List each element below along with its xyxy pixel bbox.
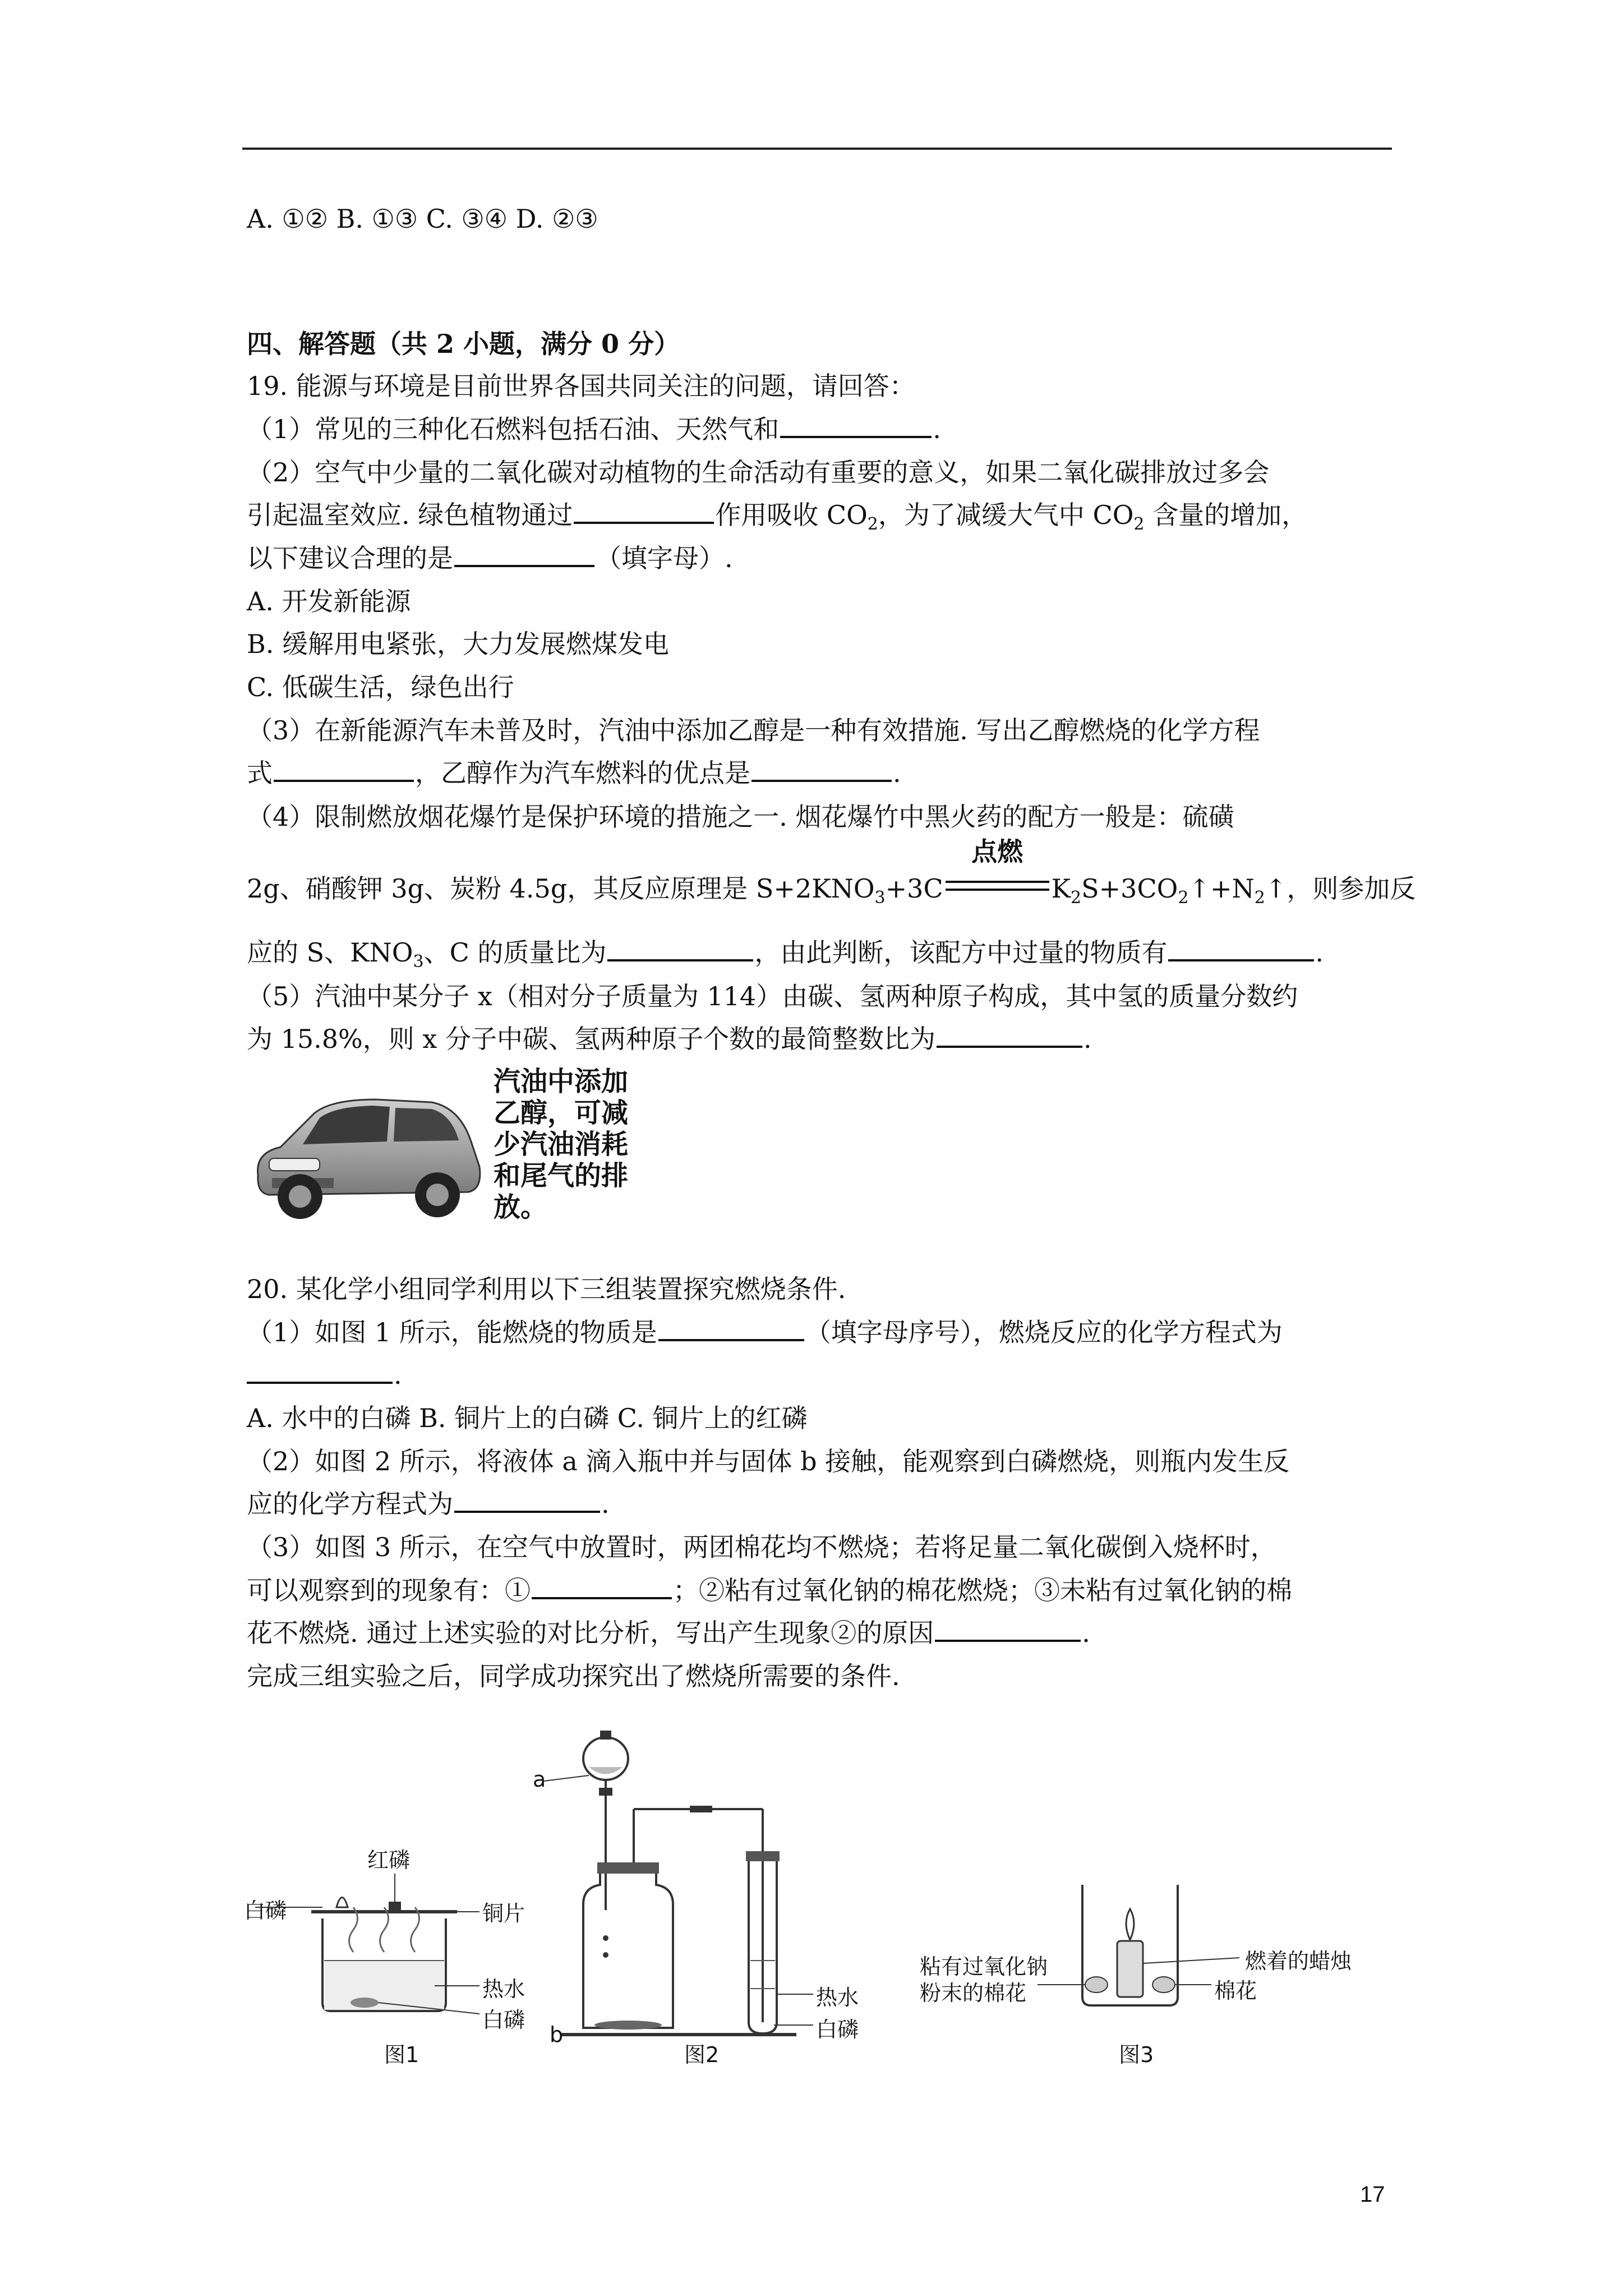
q20-stem: 20. 某化学小组同学利用以下三组装置探究燃烧条件.	[247, 1274, 846, 1304]
answer-blank[interactable]	[937, 1019, 1082, 1048]
header-rule	[242, 148, 1392, 150]
answer-blank[interactable]	[607, 932, 753, 961]
q20-part1-line2: .	[247, 1354, 402, 1396]
answer-blank[interactable]	[247, 1355, 393, 1384]
q19-part5-line2: 为 15.8%，则 x 分子中碳、氢两种原子个数的最简整数比为 .	[247, 1018, 1092, 1060]
answer-blank[interactable]	[574, 495, 714, 524]
answer-blank[interactable]	[454, 538, 594, 567]
fig1-label-white-phosphorus-water: 白磷	[482, 2008, 525, 2032]
fig2-caption: 图2	[684, 2042, 720, 2067]
fig3-caption: 图3	[1119, 2042, 1154, 2067]
q19-part3-line2: 式 ，乙醇作为汽车燃料的优点是 .	[247, 752, 901, 794]
q20-part3-line2: 可以观察到的现象有：① ；②粘有过氧化钠的棉花燃烧；③未粘有过氧化钠的棉	[247, 1569, 1292, 1612]
car-caption: 汽油中添加 乙醇，可减 少汽油消耗 和尾气的排 放。	[494, 1066, 629, 1223]
fig2-label-white-phosphorus: 白磷	[816, 2017, 859, 2042]
fig3-label-cotton-na2o2-2: 粉末的棉花	[920, 1981, 1027, 2005]
answer-blank[interactable]	[780, 409, 932, 438]
q19-part4-line2: 2g、硝酸钾 3g、炭粉 4.5g，其反应原理是 $S+2KNO_3+3C$ 点燃 $K_2S+3CO_2↑+N_2↑$，则参加反	[247, 836, 1416, 908]
fig2-label-hot-water: 热水	[816, 1985, 859, 2010]
reaction-condition: 点燃	[946, 864, 1049, 898]
q19-part3-line1: （3）在新能源汽车未普及时，汽油中添加乙醇是一种有效措施. 写出乙醇燃烧的化学方程	[247, 715, 1260, 746]
figure-2	[533, 1725, 925, 2067]
fig2-label-b: b	[550, 2022, 564, 2047]
q19-part4-line1: （4）限制燃放烟花爆竹是保护环境的措施之一. 烟花爆竹中黑火药的配方一般是：硫磺	[247, 802, 1234, 832]
fig1-label-hot-water: 热水	[482, 1977, 525, 2001]
answer-blank[interactable]	[274, 753, 414, 782]
figure-1	[244, 1818, 536, 2067]
figure-3	[920, 1874, 1402, 2067]
fig2-label-a: a	[533, 1767, 546, 1792]
q20-conclusion: 完成三组实验之后，同学成功探究出了燃烧所需要的条件.	[247, 1661, 900, 1691]
q19-part2-line2: 引起温室效应. 绿色植物通过 作用吸收 $CO_2$，为了减缓大气中 $CO_2$ 含量的增加，	[247, 494, 1307, 546]
q20-options: A. 水中的白磷 B. 铜片上的白磷 C. 铜片上的红磷	[247, 1403, 808, 1433]
q20-part3-line1: （3）如图 3 所示，在空气中放置时，两团棉花均不燃烧；若将足量二氧化碳倒入烧杯时，	[247, 1532, 1276, 1562]
q19-option-a: A. 开发新能源	[247, 586, 411, 616]
q19-part4-line3: 应的 S、$KNO_3$、C 的质量比为 ，由此判断，该配方中过量的物质有 .	[247, 931, 1324, 983]
fig3-label-cotton: 棉花	[1214, 1978, 1257, 2003]
fig1-label-red-phosphorus: 红磷	[367, 1848, 411, 1872]
fig3-label-candle: 燃着的蜡烛	[1245, 1949, 1352, 1973]
q19-part2-line1: （2）空气中少量的二氧化碳对动植物的生命活动有重要的意义，如果二氧化碳排放过多会	[247, 457, 1270, 487]
q19-part5-line1: （5）汽油中某分子 x（相对分子质量为 114）由碳、氢两种原子构成，其中氢的质量分数约	[247, 981, 1298, 1011]
fig1-label-copper: 铜片	[482, 1901, 525, 1926]
q20-part2-line2: 应的化学方程式为 .	[247, 1483, 610, 1525]
q19-option-b: B. 缓解用电紧张，大力发展燃煤发电	[247, 629, 670, 659]
q19-part2-line3: 以下建议合理的是 （填字母）.	[247, 537, 733, 579]
answer-blank[interactable]	[1168, 932, 1314, 961]
section-title: 四、解答题（共 2 小题，满分 0 分）	[247, 329, 680, 359]
q19-option-c: C. 低碳生活，绿色出行	[247, 672, 514, 702]
fig1-label-white-phosphorus: 白磷	[244, 1898, 287, 1923]
fig1-caption: 图1	[384, 2042, 419, 2067]
fig3-label-cotton-na2o2-1: 粘有过氧化钠	[920, 1954, 1048, 1979]
q20-part1-line1: （1）如图 1 所示，能燃烧的物质是 （填字母序号），燃烧反应的化学方程式为	[247, 1311, 1283, 1354]
answer-blank[interactable]	[658, 1312, 804, 1341]
q20-part2-line1: （2）如图 2 所示，将液体 a 滴入瓶中并与固体 b 接触，能观察到白磷燃烧，则瓶内发生反	[247, 1446, 1290, 1476]
q19-stem: 19. 能源与环境是目前世界各国共同关注的问题，请回答：	[247, 371, 915, 401]
answer-blank[interactable]	[751, 753, 892, 782]
answer-blank[interactable]	[935, 1613, 1081, 1642]
previous-options: A. ①② B. ①③ C. ③④ D. ②③	[247, 204, 598, 234]
answer-blank[interactable]	[532, 1570, 672, 1599]
q20-part3-line3: 花不燃烧. 通过上述实验的对比分析，写出产生现象②的原因 .	[247, 1612, 1090, 1654]
q19-part1: （1）常见的三种化石燃料包括石油、天然气和 .	[247, 408, 941, 450]
page-number: 17	[1360, 2182, 1385, 2207]
answer-blank[interactable]	[454, 1484, 600, 1513]
